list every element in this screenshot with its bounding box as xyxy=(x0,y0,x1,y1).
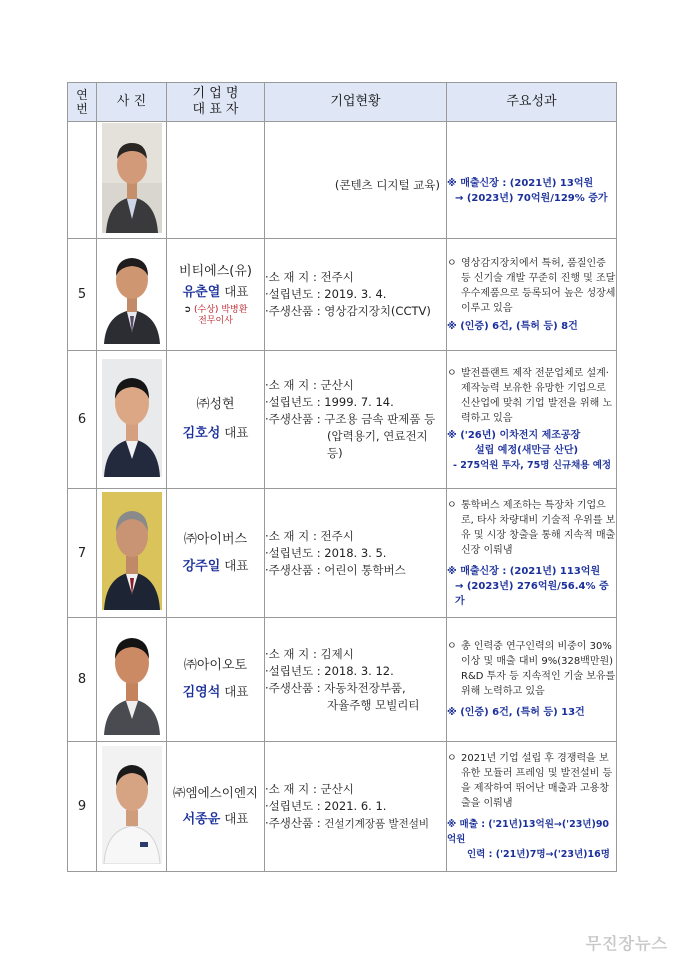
award-tag xyxy=(167,305,264,327)
company-cell xyxy=(167,351,265,489)
perf-text: 통학버스 제조하는 특장차 기업으로, 타사 차량대비 기술적 우위를 보유 및 시장 창출을 통해 지속적 매출신장 이뤄냄 xyxy=(461,499,616,556)
established-label: ·설립년도 : xyxy=(265,798,321,813)
rep-name: 유춘열 xyxy=(182,285,221,300)
location: 김제시 xyxy=(320,646,354,661)
established-label: ·설립년도 : xyxy=(265,663,321,678)
person-photo xyxy=(102,746,162,864)
rep-name: 김호성 xyxy=(182,426,221,441)
location: 군산시 xyxy=(320,378,354,392)
company-cell xyxy=(167,742,265,872)
product: 자동차전장부품, xyxy=(324,680,406,695)
person-photo xyxy=(102,621,162,735)
rep-suffix: 대표 xyxy=(224,425,249,440)
perf-highlight: ※ 매출 : ('21년)13억원→('23년)90억원 xyxy=(447,819,610,845)
product-label: ·주생산품 : xyxy=(265,304,321,318)
status-cell xyxy=(265,742,447,872)
perf-highlight: → (2023년) 276억원/56.4% 증가 xyxy=(455,580,609,607)
representative xyxy=(167,682,264,703)
row-number: 6 xyxy=(68,351,97,489)
company-table xyxy=(67,82,617,872)
location-label: ·소 재 지 : xyxy=(265,781,317,796)
person-photo xyxy=(102,359,162,477)
established: 2021. 6. 1. xyxy=(324,798,387,813)
company-cell xyxy=(167,618,265,742)
status-cell xyxy=(265,618,447,742)
perf-highlight: ※ (인증) 6건, (특허 등) 13건 xyxy=(447,707,585,718)
product: 어린이 통학버스 xyxy=(324,562,406,577)
perf-text: 2021년 기업 설립 후 경쟁력을 보유한 모듈러 프레임 및 발전설비 등을 제작하여 뛰어난 매출과 고용창출을 이뤄냄 xyxy=(461,753,613,809)
status-cell xyxy=(265,351,447,489)
location-label: ·소 재 지 : xyxy=(265,378,317,392)
status-cell xyxy=(265,239,447,351)
location: 군산시 xyxy=(320,781,354,796)
representative xyxy=(167,556,264,577)
row-number: 9 xyxy=(68,742,97,872)
table-row xyxy=(68,489,617,618)
achievement-cell xyxy=(447,489,617,618)
table-row xyxy=(68,742,617,872)
company-cell xyxy=(167,239,265,351)
bullet-icon: ㅇ xyxy=(447,257,457,269)
representative xyxy=(167,809,264,830)
product-label: ·주생산품 : xyxy=(265,412,321,426)
achievement-cell xyxy=(447,239,617,351)
header-no: 연번 xyxy=(68,83,97,122)
rep-suffix: 대표 xyxy=(224,557,249,573)
photo-cell xyxy=(97,122,167,239)
table-row xyxy=(68,351,617,489)
established: 2019. 3. 4. xyxy=(324,287,387,301)
product-label: ·주생산품 : xyxy=(265,680,321,695)
table-row xyxy=(68,122,617,239)
person-photo xyxy=(102,242,162,344)
row-number: 5 xyxy=(68,239,97,351)
perf-text: 발전플랜트 제작 전문업체로 설계·제작능력 보유한 유망한 기업으로 신산업에 맞춰 기업 발전을 위해 노력하고 있음 xyxy=(461,368,613,424)
representative xyxy=(167,423,264,444)
achievement-cell xyxy=(447,122,617,239)
photo-cell xyxy=(97,351,167,489)
product-label: ·주생산품 : xyxy=(265,562,321,577)
established: 2018. 3. 5. xyxy=(324,545,387,560)
established: 2018. 3. 12. xyxy=(324,663,394,678)
company-name: ㈜아이버스 xyxy=(183,531,248,547)
product-label: ·주생산품 : xyxy=(265,815,321,830)
product: 영상감지장치(CCTV) xyxy=(324,304,431,318)
header-row xyxy=(68,83,617,122)
watermark-logo: 무진장뉴스 xyxy=(585,934,668,953)
bullet-icon: ㅇ xyxy=(447,368,457,379)
achievement-cell xyxy=(447,351,617,489)
product: 건설기계장품 발전설비 xyxy=(324,817,430,830)
company-name: ㈜엠에스이엔지 xyxy=(173,785,258,800)
award-name: 박병환 xyxy=(221,305,248,315)
header-achievement: 주요성과 xyxy=(447,83,617,122)
company-cell xyxy=(167,489,265,618)
perf-highlight: 인력 : ('21년)7명→('23년)16명 xyxy=(467,849,610,860)
established-label: ·설립년도 : xyxy=(265,395,321,409)
achievement-cell xyxy=(447,742,617,872)
status-tail: (콘텐츠 디지털 교육) xyxy=(334,177,440,192)
person-photo xyxy=(102,492,162,610)
award-arrow-icon: ➲ xyxy=(183,305,192,315)
photo-cell xyxy=(97,489,167,618)
rep-suffix: 대표 xyxy=(224,684,249,699)
bullet-icon: ㅇ xyxy=(447,753,457,764)
location: 전주시 xyxy=(320,528,354,543)
rep-suffix: 대표 xyxy=(224,811,249,826)
table-row xyxy=(68,239,617,351)
photo-cell xyxy=(97,742,167,872)
company-name: 비티에스(유) xyxy=(179,264,252,279)
row-number: 7 xyxy=(68,489,97,618)
photo-cell xyxy=(97,239,167,351)
perf-text: 영상감지장치에서 특허, 품질인증 등 신기술 개발 꾸준히 진행 및 조달우수제품으로 등록되어 높은 성장세 이루고 있음 xyxy=(461,257,616,314)
person-photo xyxy=(102,123,162,233)
established: 1999. 7. 14. xyxy=(324,395,394,409)
header-company: 기 업 명 대 표 자 xyxy=(167,83,265,122)
photo-cell xyxy=(97,618,167,742)
location-label: ·소 재 지 : xyxy=(265,270,317,284)
established-label: ·설립년도 : xyxy=(265,287,321,301)
bullet-icon: ㅇ xyxy=(447,641,457,652)
achievement-cell xyxy=(447,618,617,742)
established-label: ·설립년도 : xyxy=(265,545,321,560)
company-name: ㈜성현 xyxy=(196,397,235,412)
bullet-icon: ㅇ xyxy=(447,499,457,511)
company-name: ㈜아이오토 xyxy=(183,658,248,673)
perf-highlight: → (2023년) 70억원/129% 증가 xyxy=(455,193,608,204)
header-photo: 사 진 xyxy=(97,83,167,122)
rep-suffix: 대표 xyxy=(224,284,249,299)
award-label: (수상) xyxy=(194,305,219,315)
location-label: ·소 재 지 : xyxy=(265,528,317,543)
location-label: ·소 재 지 : xyxy=(265,646,317,661)
header-status: 기업현황 xyxy=(265,83,447,122)
rep-name: 강주일 xyxy=(182,558,221,574)
award-title: 전무이사 xyxy=(198,316,233,326)
perf-highlight: ※ 매출신장 : (2021년) 13억원 xyxy=(447,178,594,189)
perf-highlight: ※ ('26년) 이차전지 제조공장 xyxy=(447,430,581,441)
product: 구조용 금속 판제품 등 xyxy=(324,412,436,426)
row-number: 8 xyxy=(68,618,97,742)
product-detail: 자율주행 모빌리티 xyxy=(327,697,420,712)
perf-text: 총 인력중 연구인력의 비중이 30% 이상 및 매출 대비 9%(328백만원) R&D 투자 등 지속적인 기술 보유를 위해 노력하고 있음 xyxy=(461,641,616,697)
table-row xyxy=(68,618,617,742)
status-cell xyxy=(265,489,447,618)
perf-highlight: - 275억원 투자, 75명 신규채용 예정 xyxy=(453,460,612,471)
product-detail: (압력용기, 연료전지 등) xyxy=(327,429,428,460)
perf-highlight: ※ (인증) 6건, (특허 등) 8건 xyxy=(447,320,578,332)
perf-highlight: 설립 예정(새만금 산단) xyxy=(475,445,579,456)
status-cell xyxy=(265,122,447,239)
perf-highlight: ※ 매출신장 : (2021년) 113억원 xyxy=(447,565,601,577)
rep-name: 서종윤 xyxy=(182,812,221,827)
rep-name: 김영석 xyxy=(182,685,221,700)
representative xyxy=(167,282,264,303)
location: 전주시 xyxy=(320,270,354,284)
